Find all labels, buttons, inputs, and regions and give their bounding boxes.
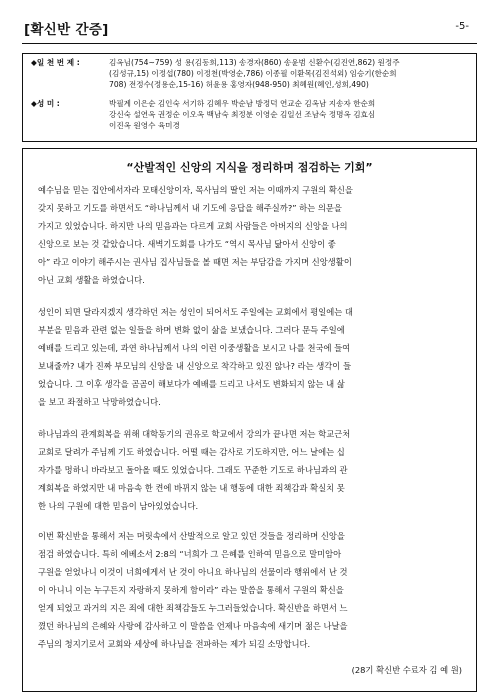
text-line: 가지고 있었습니다. 하지만 나의 믿음과는 다르게 교회 사람들은 아버지의 신앙을 나의 [38,221,348,231]
text-line: 아닌 교회 생활을 하였습니다. [38,275,145,285]
text-line: 꼈던 하나님의 은혜와 사랑에 감사하고 이 말씀을 언제나 마음속에 새기며 젊은 나날을 [38,621,348,631]
page-header [22,8,477,48]
text-line: 아” 라고 이야기 해주시는 권사님 집사님들을 볼 때면 저는 부담감을 가지며 신앙생활이 [38,257,352,267]
text-line: 하나님과의 관계회복을 위해 대학동기의 권유로 학교에서 강의가 끝나면 저는 학교근처 [38,429,351,439]
text-line: 예배를 드리고 있는데, 과연 하나님께서 나의 이런 이중생활을 보시고 나를 천국에 들여 [38,343,351,353]
text-line: 교회로 달려가 주님께 기도 하였습니다. 어떨 때는 감사로 기도하지만, 어느 날에는 십 [38,447,345,457]
paragraph-2 [38,303,463,411]
text-line: 을 보고 좌절하고 낙망하였습니다. [38,397,161,407]
members-line: 강신숙 설연옥 권정순 이오옥 백남숙 최정분 이영순 김일선 조남숙 정명옥 김효심 [109,110,376,119]
text-line: 이번 확신반을 통해서 저는 머릿속에서 산발적으로 알고 있던 것들을 정리하며 신앙을 [38,531,345,541]
paragraph-1 [38,181,463,289]
members-label: ◆성 미 : [31,99,60,108]
text-line: 부분을 믿음과 관련 없는 일들을 하며 변화 없이 삶을 보냈습니다. 그러다 문득 주일에 [38,325,345,335]
text-line: 계회복을 하였지만 내 마음속 한 켠에 바뀌지 않는 내 행동에 대한 죄책감과 확실치 못 [38,483,345,493]
text-line: 신앙으로 보는 것 같았습니다. 새벽기도회를 나가도 “역시 목사님 닮아서 신앙이 좋 [38,239,336,249]
text-line: 자가를 멍하니 바라보고 돌아올 때도 있었습니다. 그래도 꾸준한 기도로 하나님과의 관 [38,465,348,475]
text-line: 구원을 얻었나니 이것이 너희에게서 난 것이 아니요 하나님의 선물이라 행위에서 난 것 [38,567,348,577]
completers-line: 708) 전정수(정용순,15-16) 허윤용 홍영자(948-950) 최혜원(혜인,성희,490) [109,80,369,89]
text-line: 이 아니니 이는 누구든지 자랑하지 못하게 함이라” 라는 말씀을 통해서 구원의 확신을 [38,585,344,595]
text-line: 점검 하였습니다. 특히 에베소서 2:8의 “너희가 그 은혜를 인하여 믿음으로 말미암아 [38,549,342,559]
text-line: 주님의 청지기로서 교회와 세상에 하나님을 전파하는 제가 되길 소망합니다. [38,639,311,649]
text-line: 성인이 되면 달라지겠지 생각하던 저는 성인이 되어서도 주일에는 교회에서 평일에는 대 [38,307,353,317]
completers-line: (김성규,15) 이정섭(780) 이정천(박영순,786) 이종필 이환목(김진석외) 임승기(한순희 [109,69,397,78]
members-line: 이진옥 원영수 육미경 [109,121,180,130]
signature: (28기 확신반 수료자 김 예 원) [351,665,462,675]
text-line: 보내줄까? 내가 진짜 부모님의 신앙을 내 신앙으로 착각하고 있진 않나? 라는 생각이 들 [38,361,351,371]
paragraph-3 [38,425,463,515]
text-line: 예수님을 믿는 집안에서자라 모태신앙이자, 목사님의 딸인 저는 이때까지 구원의 확신을 [38,185,353,195]
text-line: 갖지 못하고 기도를 하면서도 “하나님께서 내 기도에 응답을 해주실까?” 하는 의문을 [38,203,342,213]
text-line: 얻게 되었고 과거의 지은 죄에 대한 죄책감들도 누그러들었습니다. 확신반을 하면서 느 [38,603,348,613]
testimony-box [22,148,477,692]
members-line: 박필계 이은순 김인숙 서기하 김혜우 박순남 방정덕 연교순 김옥남 지송자 한순희 [109,99,376,108]
completers-label: ◆일 천 번 제 : [31,58,80,67]
article-title: “산발적인 신앙의 지식을 정리하며 점검하는 기회” [126,161,373,174]
completers-line: 김옥님(754~759) 성 용(김동희,113) 송경자(860) 송윤범 신환수(김진연,862) 원정주 [109,58,400,67]
paragraph-4 [38,527,463,653]
text-line: 한 나의 구원에 대한 믿음이 남아있었습니다. [38,501,199,511]
member-info-box [22,53,477,142]
page-number: -5- [455,21,469,32]
section-title: [확신반 간증] [24,22,109,38]
header-divider [22,43,477,44]
text-line: 었습니다. 그 이후 생각을 곰곰이 해보다가 예배를 드리고 나서도 변화되지 않는 내 삶 [38,379,345,389]
